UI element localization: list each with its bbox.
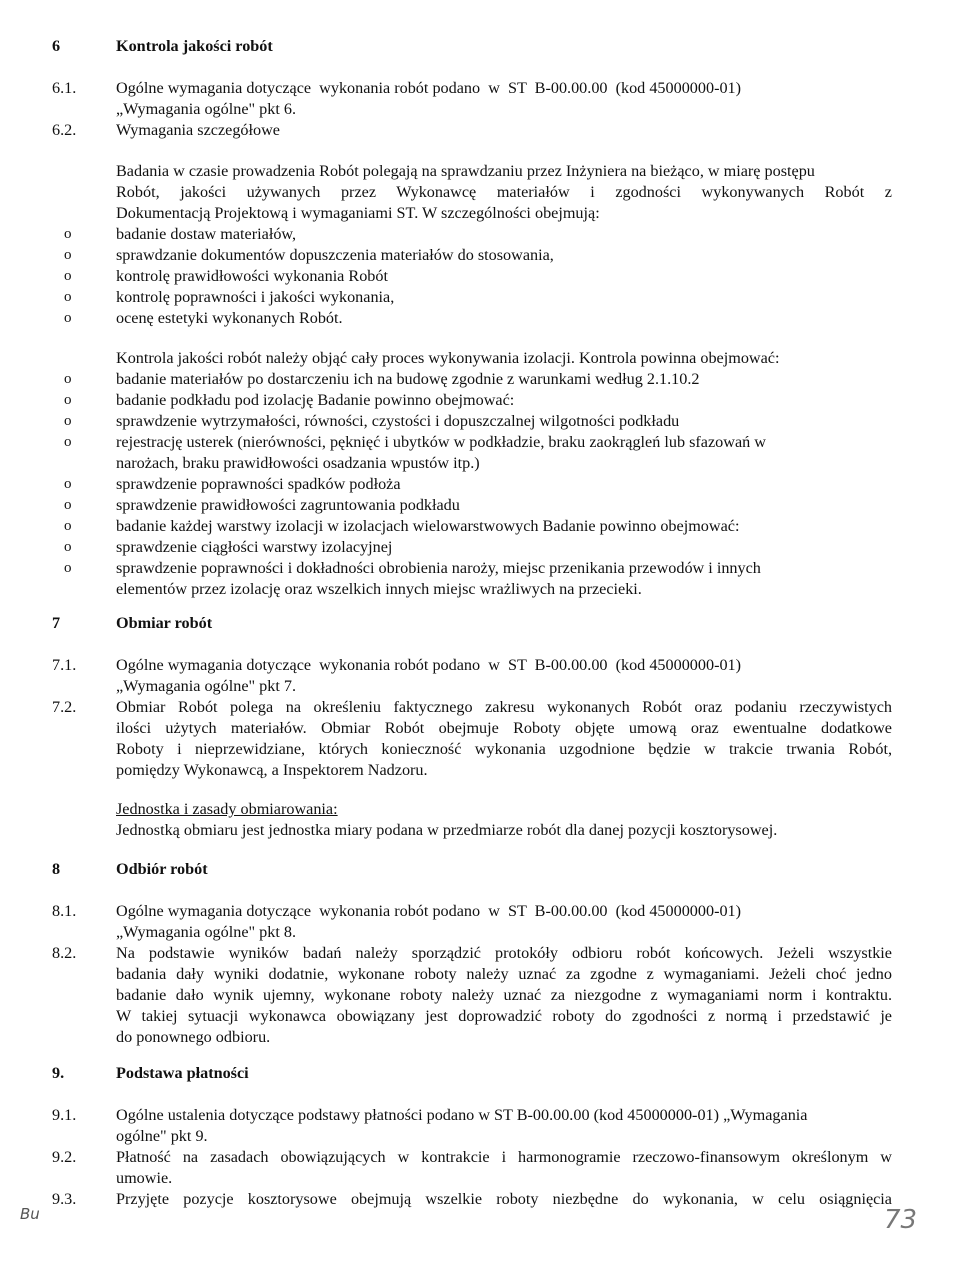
bullet-icon: o xyxy=(64,413,72,429)
para-7-1-number: 7.1. xyxy=(52,656,77,674)
list-item: rejestrację usterek (nierówności, pęknięć i ubytków w podkładzie, braku zaokrągleń lub sfazowań w xyxy=(116,433,766,451)
para-8-1-line-2: „Wymagania ogólne" pkt 8. xyxy=(116,923,297,941)
bullet-icon: o xyxy=(64,289,72,305)
list-item: sprawdzenie poprawności spadków podłoża xyxy=(116,475,401,493)
para-6-2-number: 6.2. xyxy=(52,121,77,139)
para-9-1-line-1: Ogólne ustalenia dotyczące podstawy płatności podano w ST B-00.00.00 (kod 45000000-01) „Wymagania xyxy=(116,1106,808,1124)
para-9-1-number: 9.1. xyxy=(52,1106,77,1124)
para-8-2-line-4: W takiej sytuacji wykonawca obowiązany jest doprowadzić roboty do zgodności z normą i przedstawić je xyxy=(116,1007,892,1025)
para-7-1-line-2: „Wymagania ogólne" pkt 7. xyxy=(116,677,297,695)
list-item: sprawdzenie wytrzymałości, równości, czystości i dopuszczalnej wilgotności podkładu xyxy=(116,412,680,430)
bullet-icon: o xyxy=(64,310,72,326)
list-item-continuation: narożach, braku prawidłowości osadzania wpustów itp.) xyxy=(116,454,480,472)
list-item: badanie każdej warstwy izolacji w izolacjach wielowarstwowych Badanie powinno obejmować: xyxy=(116,517,740,535)
bullet-icon: o xyxy=(64,476,72,492)
bullet-icon: o xyxy=(64,434,72,450)
para-8-1-line-1: Ogólne wymagania dotyczące wykonania robót podano w ST B-00.00.00 (kod 45000000-01) xyxy=(116,902,742,920)
section-8-number: 8 xyxy=(52,860,61,878)
handwritten-page-number: 73 xyxy=(884,1205,918,1235)
section-7-number: 7 xyxy=(52,614,61,632)
list-item: sprawdzenie poprawności i dokładności obrobienia naroży, miejsc przenikania przewodów i innych xyxy=(116,559,761,577)
list-item: kontrolę prawidłowości wykonania Robót xyxy=(116,267,388,285)
list-item: badanie dostaw materiałów, xyxy=(116,225,297,243)
unit-section-heading: Jednostka i zasady obmiarowania: xyxy=(116,800,338,818)
section-6-title: Kontrola jakości robót xyxy=(116,37,273,55)
para-6-1-number: 6.1. xyxy=(52,79,77,97)
para-9-3-number: 9.3. xyxy=(52,1190,77,1208)
section-7-title: Obmiar robót xyxy=(116,614,213,632)
para-7-2-line-4: pomiędzy Wykonawcą, a Inspektorem Nadzoru. xyxy=(116,761,428,779)
para-8-2-line-3: badanie dało wynik ujemny, wykonane roboty należy uznać za niezgodne z wymaganiami norm i kontraktu. xyxy=(116,986,892,1004)
section-8-title: Odbiór robót xyxy=(116,860,208,878)
list-item: sprawdzenie prawidłowości zagruntowania podkładu xyxy=(116,496,460,514)
para-8-1-number: 8.1. xyxy=(52,902,77,920)
bullet-icon: o xyxy=(64,371,72,387)
para-7-2-line-3: Roboty i nieprzewidziane, których konieczność wykonania uzgodnione będzie w trakcie trwania Robót, xyxy=(116,740,892,758)
list-item: ocenę estetyki wykonanych Robót. xyxy=(116,309,343,327)
list-item: badanie materiałów po dostarczeniu ich na budowę zgodnie z warunkami według 2.1.10.2 xyxy=(116,370,700,388)
para-7-2-line-1: Obmiar Robót polega na określeniu faktycznego zakresu wykonanych Robót oraz podaniu rzeczywistych xyxy=(116,698,892,716)
bullet-icon: o xyxy=(64,497,72,513)
bullet-icon: o xyxy=(64,268,72,284)
list-item-continuation: elementów przez izolację oraz wszelkich innych miejsc wrażliwych na przecieki. xyxy=(116,580,642,598)
intro-line-1: Badania w czasie prowadzenia Robót polegają na sprawdzaniu przez Inżyniera na bieżąco, w miarę postępu xyxy=(116,162,815,180)
intro-line-2: Robót, jakości używanych przez Wykonawcę materiałów i zgodności wykonywanych Robót z xyxy=(116,183,892,201)
bullet-icon: o xyxy=(64,539,72,555)
list-item: kontrolę poprawności i jakości wykonania, xyxy=(116,288,395,306)
para-9-2-line-1: Płatność na zasadach obowiązujących w kontrakcie i harmonogramie rzeczowo-finansowym określonym w xyxy=(116,1148,892,1166)
unit-section-text: Jednostką obmiaru jest jednostka miary podana w przedmiarze robót dla danej pozycji kosztorysowej. xyxy=(116,821,778,839)
para-9-1-line-2: ogólne" pkt 9. xyxy=(116,1127,208,1145)
para-6-2-title: Wymagania szczegółowe xyxy=(116,121,280,139)
bullet-icon: o xyxy=(64,560,72,576)
para-8-2-number: 8.2. xyxy=(52,944,77,962)
para-7-1-line-1: Ogólne wymagania dotyczące wykonania robót podano w ST B-00.00.00 (kod 45000000-01) xyxy=(116,656,742,674)
control-intro: Kontrola jakości robót należy objąć cały proces wykonywania izolacji. Kontrola powinna obejmować: xyxy=(116,349,780,367)
section-9-title: Podstawa płatności xyxy=(116,1064,249,1082)
list-item: sprawdzenie ciągłości warstwy izolacyjnej xyxy=(116,538,393,556)
para-9-2-line-2: umowie. xyxy=(116,1169,173,1187)
para-8-2-line-2: badania dały wyniki dodatnie, wykonane roboty należy uznać za zgodne z wymaganiami. Jeżeli choć jedno xyxy=(116,965,892,983)
section-6-number: 6 xyxy=(52,37,61,55)
handwritten-initials: Bu xyxy=(20,1205,40,1223)
para-7-2-line-2: ilości użytych materiałów. Obmiar Robót obejmuje Roboty objęte umową oraz ewentualne dodatkowe xyxy=(116,719,892,737)
para-6-1-line-2: „Wymagania ogólne" pkt 6. xyxy=(116,100,297,118)
bullet-icon: o xyxy=(64,392,72,408)
para-8-2-line-1: Na podstawie wyników badań należy sporządzić protokóły odbioru robót końcowych. Jeżeli wszystkie xyxy=(116,944,892,962)
para-7-2-number: 7.2. xyxy=(52,698,77,716)
para-8-2-line-5: do ponownego odbioru. xyxy=(116,1028,271,1046)
list-item: badanie podkładu pod izolację Badanie powinno obejmować: xyxy=(116,391,515,409)
para-6-1-line-1: Ogólne wymagania dotyczące wykonania robót podano w ST B-00.00.00 (kod 45000000-01) xyxy=(116,79,742,97)
bullet-icon: o xyxy=(64,518,72,534)
bullet-icon: o xyxy=(64,226,72,242)
para-9-3-line-1: Przyjęte pozycje kosztorysowe obejmują wszelkie roboty niezbędne do wykonania, w celu osiągnięcia xyxy=(116,1190,892,1208)
bullet-icon: o xyxy=(64,247,72,263)
section-9-number: 9. xyxy=(52,1064,65,1082)
list-item: sprawdzanie dokumentów dopuszczenia materiałów do stosowania, xyxy=(116,246,554,264)
intro-line-3: Dokumentacją Projektową i wymaganiami ST. W szczególności obejmują: xyxy=(116,204,600,222)
para-9-2-number: 9.2. xyxy=(52,1148,77,1166)
